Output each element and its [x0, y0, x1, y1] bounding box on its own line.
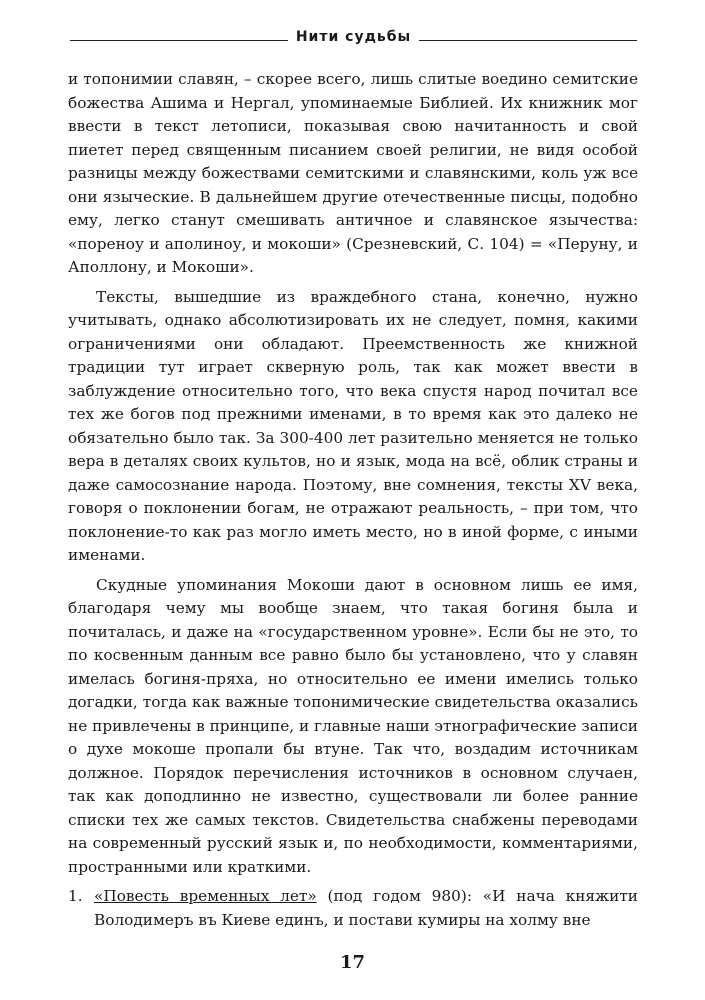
body-text	[68, 68, 638, 932]
paragraph-3: Скудные упоминания Мокоши дают в основном лишь ее имя, благодаря чему мы вообще знаем, что такая богиня была и почиталась, и даже на «государственном уровне». Если бы не это, то по косвенным данным все равно было бы установлено, что у славян имелась богиня-пряха, но относительно ее имени имелись только догадки, тогда как важные топонимические свидетельства оказались не привлечены в принципе, и главные наши этнографические записи о духе мокоше пропали бы втуне. Так что, воздадим источникам должное. Порядок перечисления источников в основном случаен, так как доподлинно не известно, существовали ли более ранние списки тех же самых текстов. Свидетельства снабжены переводами на современный русский язык и, по необходимости, комментариями, пространными или краткими.	[68, 575, 638, 876]
list-item-body	[94, 885, 638, 932]
paragraph-1: и топонимии славян, – скорее всего, лишь слитые воедино семитские божества Ашима и Нергал, упоминаемые Библией. Их книжник мог ввести в текст летописи, показывая свою начитанность и свой пиетет перед священным писанием своей религии, не видя особой разницы между божествами семитскими и славянскими, коль уж все они языческие. В дальнейшем другие отечественные писцы, подобно ему, легко станут смешивать античное и славянское язычества: «пореноу и аполиноу, и мокоши» (Срезневский, С. 104) = «Перуну, и Аполлону, и Мокоши».	[68, 70, 638, 276]
list-item	[68, 885, 638, 932]
list-item-text: (под годом 980): «И нача княжити Володимеръ въ Киеве единъ, и постави кумиры на холму вне	[94, 887, 638, 929]
running-header-title: Нити судьбы	[288, 28, 419, 46]
list-number: 1.	[68, 887, 83, 905]
source-title-link[interactable]: «Повесть временных лет»	[94, 887, 317, 905]
running-header	[70, 26, 637, 48]
paragraph-2: Тексты, вышедшие из враждебного стана, конечно, нужно учитывать, однако абсолютизировать их не следует, помня, какими ограничениями они обладают. Преемственность же книжной традиции тут играет скверную роль, так как может ввести в заблуждение относительно того, что века спустя народ почитал все тех же богов под прежними именами, в то время как это далеко не обязательно было так. За 300-400 лет разительно меняется не только вера в деталях своих культов, но и язык, мода на всё, облик страны и даже самосознание народа. Поэтому, вне сомнения, тексты XV века, говоря о поклонении богам, не отражают реальность, – при том, что поклонение-то как раз могло иметь место, но в иной форме, с иными именами.	[68, 287, 638, 564]
page-number: 17	[339, 952, 366, 973]
